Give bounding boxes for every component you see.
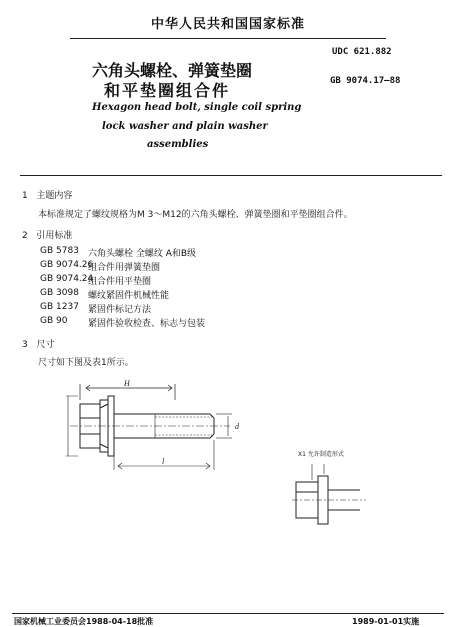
section-title: 引用标准 (36, 231, 73, 241)
ref-title: 螺纹紧固件机械性能 (88, 291, 170, 301)
dim-l-label: l (162, 457, 165, 466)
ref-title: 紧固件验收检查、标志与包装 (88, 319, 206, 329)
dim-d-label: d (235, 422, 239, 431)
title-en-line1: Hexagon head bolt, single coil spring (92, 102, 302, 113)
udc-code: UDC 621.882 (332, 47, 392, 57)
effective-date: 1989-01-01实施 (352, 617, 420, 626)
title-en-line2: lock washer and plain washer (102, 121, 268, 132)
assembly-drawing (60, 378, 245, 478)
ref-title: 紧固件标记方法 (88, 305, 152, 315)
ref-code: GB 9074.26 (40, 260, 94, 270)
header-rule (70, 38, 386, 39)
ref-code: GB 5783 (40, 246, 79, 256)
approval-text: 国家机械工业委员会1988-04-18批准 (14, 617, 154, 626)
ref-code: GB 3098 (40, 288, 79, 298)
ref-code: GB 90 (40, 316, 68, 326)
dim-h-label: H (124, 379, 130, 388)
section-title: 主题内容 (36, 191, 73, 201)
detail-label: X1 允许制造形式 (298, 451, 344, 458)
detail-drawing (290, 462, 370, 534)
section-number: 1 (22, 191, 28, 201)
section-2-heading (22, 228, 72, 241)
issuer-header: 中华人民共和国国家标准 (150, 17, 305, 32)
ref-title: 组合件用弹簧垫圈 (88, 263, 161, 273)
gb-number: GB 9074.17—88 (330, 76, 401, 86)
section-1-heading (22, 188, 72, 201)
section-3-heading (22, 337, 54, 350)
title-divider (20, 175, 442, 176)
ref-title: 组合件用平垫圈 (88, 277, 152, 287)
footer-rule (12, 613, 444, 614)
title-en-line3: assemblies (147, 139, 209, 150)
section-3-body: 尺寸如下图及表1所示。 (38, 358, 134, 368)
section-number: 2 (22, 231, 28, 241)
ref-code: GB 9074.24 (40, 274, 94, 284)
ref-title: 六角头螺栓 全螺纹 A和B级 (88, 249, 197, 259)
title-zh-line1: 六角头螺栓、弹簧垫圈 (92, 61, 253, 80)
section-1-body: 本标准规定了螺纹规格为M 3～M12的六角头螺栓、弹簧垫圈和平垫圈组合件。 (38, 210, 353, 220)
title-zh-line2: 和平垫圈组合件 (104, 81, 231, 100)
ref-code: GB 1237 (40, 302, 79, 312)
section-title: 尺寸 (36, 340, 55, 350)
section-number: 3 (22, 340, 28, 350)
